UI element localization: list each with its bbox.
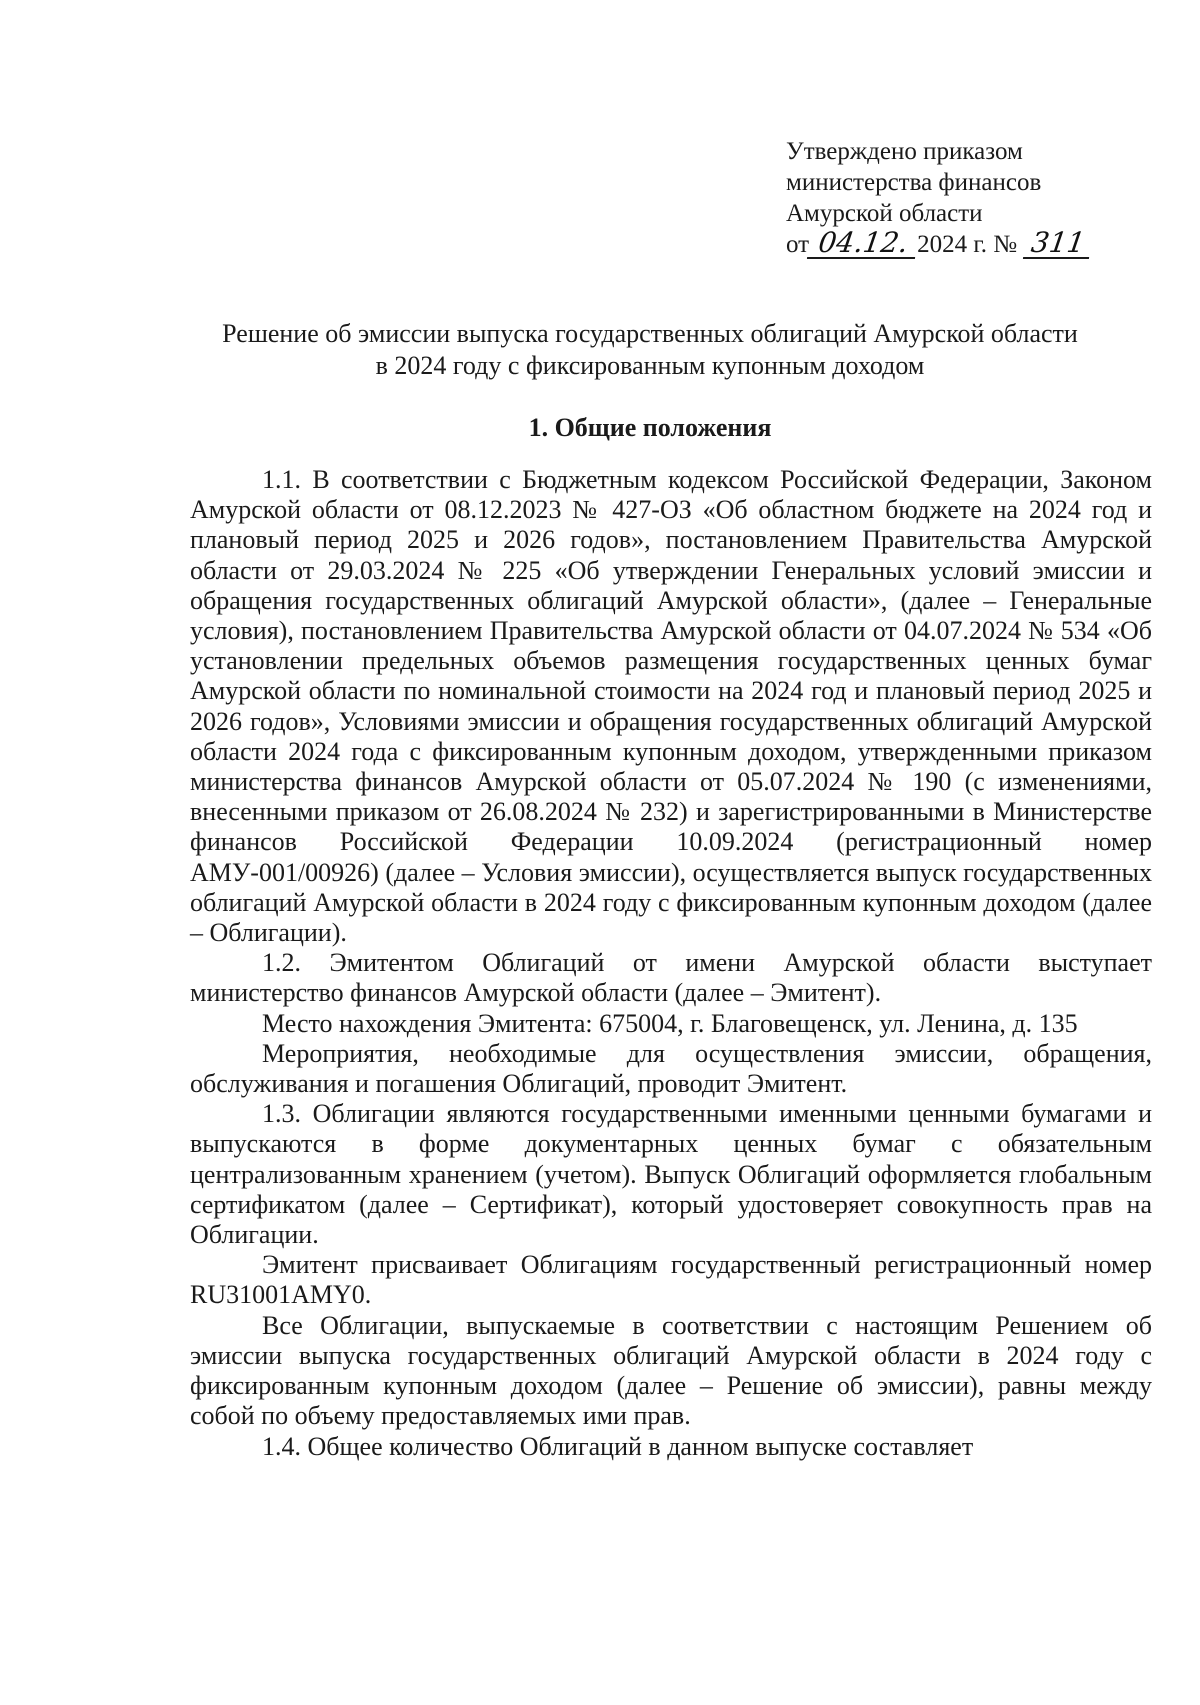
document-body (190, 465, 1152, 1462)
paragraph-1-3: 1.3. Облигации являются государственными именными ценными бумагами и выпускаются в форме документарных ценных бумаг с обязательным централизованным хранением (учетом). Выпуск Облигаций оформляется глобальным сертификатом (далее – Сертификат), который удостоверяет совокупность прав на Облигации. (190, 1099, 1152, 1250)
paragraph-reg-number: Эмитент присваивает Облигациям государственный регистрационный номер RU31001AMY0. (190, 1250, 1152, 1310)
handwritten-number: 311 (1023, 229, 1093, 259)
paragraph-1-2: 1.2. Эмитентом Облигаций от имени Амурской области выступает министерство финансов Амурской области (далее – Эмитент). (190, 948, 1152, 1008)
paragraph-1-1: 1.1. В соответствии с Бюджетным кодексом Российской Федерации, Законом Амурской области от 08.12.2023 № 427-ОЗ «Об областном бюджете на 2024 год и плановый период 2025 и 2026 годов», постановлением Правительства Амурской области от 29.03.2024 № 225 «Об утверждении Генеральных условий эмиссии и обращения государственных облигаций Амурской области», (далее – Генеральные условия), постановлением Правительства Амурской области от 04.07.2024 № 534 «Об установлении предельных объемов размещения государственных ценных бумаг Амурской области по номинальной стоимости на 2024 год и плановый период 2025 и 2026 годов», Условиями эмиссии и обращения государственных облигаций Амурской области 2024 года с фиксированным купонным доходом, утвержденными приказом министерства финансов Амурской области от 05.07.2024 № 190 (с изменениями, внесенными приказом от 26.08.2024 № 232) и зарегистрированными в Министерстве финансов Российской Федерации 10.09.2024 (регистрационный номер АМУ-001/00926) (далее – Условия эмиссии), осуществляется выпуск государственных облигаций Амурской области в 2024 году с фиксированным купонным доходом (далее – Облигации). (190, 465, 1152, 948)
approval-line-3: Амурской области (786, 200, 983, 227)
approval-line-1: Утверждено приказом (786, 138, 1023, 165)
title-line-1: Решение об эмиссии выпуска государственных облигаций Амурской области (222, 319, 1078, 348)
year-text: 2024 г. № (917, 231, 1018, 258)
document-title (170, 318, 1130, 382)
title-line-2: в 2024 году с фиксированным купонным доходом (375, 351, 925, 380)
approval-line-2: министерства финансов (786, 169, 1042, 196)
approval-stamp (786, 136, 1166, 260)
handwritten-date: 04.12. (807, 229, 919, 259)
paragraph-1-4: 1.4. Общее количество Облигаций в данном выпуске составляет (262, 1431, 974, 1461)
section-heading: 1. Общие положения (528, 413, 772, 442)
date-prefix: от (786, 231, 810, 258)
approval-date-line (786, 226, 1166, 260)
paragraph-equal-rights: Все Облигации, выпускаемые в соответствии с настоящим Решением об эмиссии выпуска государственных облигаций Амурской области в 2024 году с фиксированным купонным доходом (далее – Решение об эмиссии), равны между собой по объему предоставляемых ими прав. (190, 1310, 1152, 1431)
paragraph-activities: Мероприятия, необходимые для осуществления эмиссии, обращения, обслуживания и погашения Облигаций, проводит Эмитент. (190, 1038, 1152, 1099)
paragraph-address: Место нахождения Эмитента: 675004, г. Благовещенск, ул. Ленина, д. 135 (262, 1008, 1078, 1038)
